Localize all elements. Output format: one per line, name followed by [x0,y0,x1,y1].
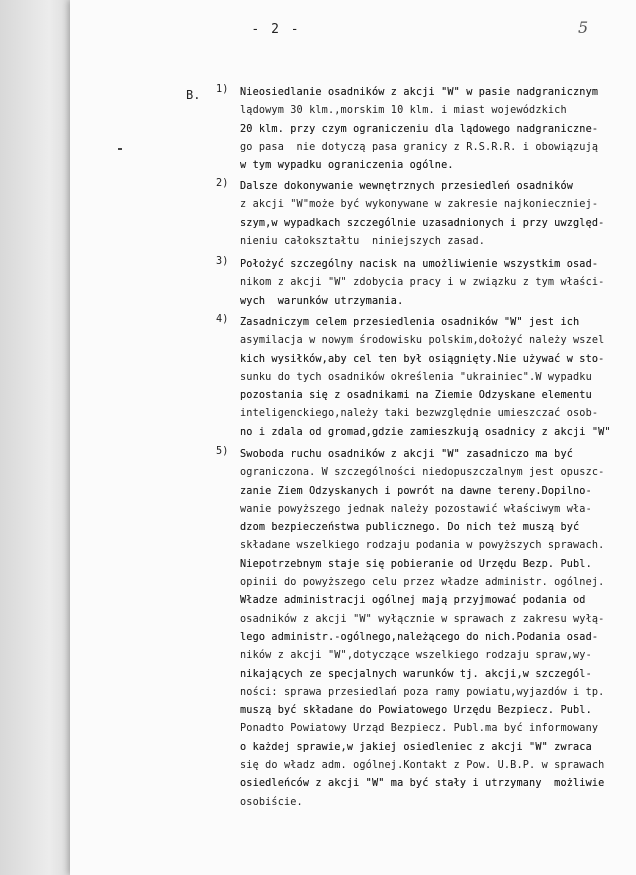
text-line: Dalsze dokonywanie wewnętrznych przesiedleń osadników [240,181,574,192]
text-line: o każdej sprawie,w jakiej osiedleniec z akcji "W" zwraca [240,741,592,753]
text-line: sunku do tych osadników określenia "ukrainiec".W wypadku [240,371,592,383]
margin-mark [118,148,122,150]
text-line: opinii do powyższego celu przez władze administr. ogólnej. [240,577,605,589]
text-line: Zasadniczym celem przesiedlenia osadników "W" jest ich [240,317,580,328]
item-number: 2) [216,178,229,189]
item-number: 5) [216,446,229,457]
text-line: się do władz adm. ogólnej.Kontakt z Pow. U.B.P. w sprawach [240,760,605,772]
text-line: składane wszelkiego rodzaju podania w powyższych sprawach. [240,540,605,552]
item-text [240,256,604,311]
text-line: zanie Ziem Odzyskanych i powrót na dawne tereny.Dopilno- [240,485,592,497]
text-line: osiedleńców z akcji "W" ma być stały i utrzymany możliwie [240,778,605,790]
text-line: wanie powyższego jednak należy pozostawić właściwym wła- [240,503,592,515]
section-letter: B. [186,88,201,102]
text-line: dzom bezpieczeństwa publicznego. Do nich też muszą być [240,522,580,534]
text-line: z akcji "W"może być wykonywane w zakresie najkonieczniej- [240,199,599,211]
item-number: 3) [216,256,229,267]
text-line: ności: sprawa przesiedlań poza ramy powiatu,wyjazdów i tp. [240,686,605,698]
text-line: 20 klm. przy czym ograniczeniu dla lądowego nadgraniczne- [240,123,599,135]
item-text [240,314,611,442]
text-line: osadników z akcji "W" wyłącznie w sprawach z zakresu wyłą- [240,613,605,625]
text-line: nieniu całokształtu niniejszych zasad. [240,235,486,247]
text-line: w tym wypadku ograniczenia ogólne. [240,160,454,172]
text-line: asymilacja w nowym środowisku polskim,dołożyć należy wszel [240,335,605,347]
text-line: lądowym 30 klm.,morskim 10 klm. i miast wojewódzkich [240,105,567,117]
text-line: osobiście. [240,796,303,808]
text-line: inteligenckiego,należy taki bezwzględnie umieszczać osob- [240,408,599,420]
handwritten-page-mark: 5 [578,18,589,37]
item-number: 1) [216,84,229,95]
item-text [240,446,604,812]
text-line: no i zdala od gromad,gdzie zamieszkują osadnicy z akcji "W" [240,426,611,438]
text-line: Położyć szczególny nacisk na umożliwienie wszystkim osad- [240,259,599,270]
text-line: Władze administracji ogólnej mają przyjmować podania od [240,595,586,607]
text-line: nikających ze specjalnych warunków tj. akcji,w szczegól- [240,668,592,680]
text-line: Ponadto Powiatowy Urząd Bezpiecz. Publ.ma być informowany [240,723,599,735]
text-line: Nieosiedlanie osadników z akcji "W" w pasie nadgranicznym [240,87,599,98]
text-line: nikom z akcji "W" zdobycia pracy i w związku z tym właści- [240,277,605,289]
text-line: go pasa nie dotyczą pasa granicy z R.S.R.R. i obowiązują [240,141,599,153]
item-text [240,84,598,175]
text-line: wych warunków utrzymania. [240,295,404,307]
text-line: pozostania się z osadnikami na Ziemie Odzyskane elementu [240,390,592,402]
text-line: szym,w wypadkach szczególnie uzasadnionych i przy uwzględ- [240,217,605,229]
text-line: kich wysiłków,aby cel ten był osiągnięty.Nie używać w sto- [240,353,605,365]
text-line: Swoboda ruchu osadników z akcji "W" zasadniczo ma być [240,449,574,460]
page-number: - 2 - [251,22,301,37]
page-fold-edge [0,0,70,875]
text-line: lego administr.-ogólnego,należącego do nich.Podania osad- [240,631,599,643]
text-line: ników z akcji "W",dotyczące wszelkiego rodzaju spraw,wy- [240,650,592,662]
item-number: 4) [216,314,229,325]
item-text [240,178,604,251]
text-line: Niepotrzebnym staje się pobieranie od Urzędu Bezp. Publ. [240,558,592,570]
text-line: muszą być składane do Powiatowego Urzędu Bezpiecz. Publ. [240,705,592,717]
text-line: ograniczona. W szczególności niedopuszczalnym jest opuszc- [240,467,605,479]
